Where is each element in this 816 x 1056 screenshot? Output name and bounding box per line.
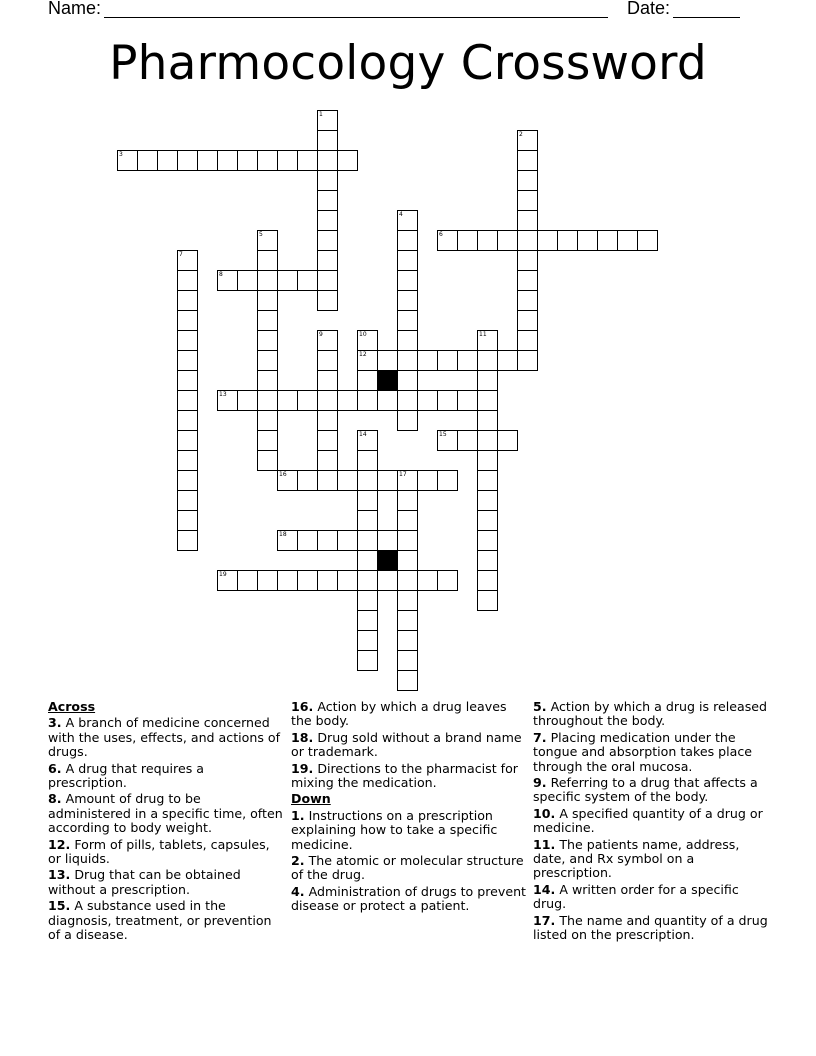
crossword-cell[interactable]	[377, 470, 398, 491]
crossword-cell[interactable]	[437, 230, 458, 251]
crossword-cell[interactable]	[457, 430, 478, 451]
date-label: Date:	[627, 0, 671, 18]
crossword-cell[interactable]	[177, 250, 198, 271]
clue-across-12: 12. Form of pills, tablets, capsules, or liquids.	[48, 836, 270, 867]
clue-down-11: 11. The patients name, address, date, and Rx symbol on a prescription.	[533, 836, 740, 881]
crossword-cell[interactable]	[357, 430, 378, 451]
crossword-cell[interactable]	[397, 590, 418, 611]
crossword-cell[interactable]	[357, 370, 378, 391]
crossword-cell[interactable]	[517, 310, 538, 331]
crossword-cell[interactable]	[397, 350, 418, 371]
crossword-cell[interactable]	[377, 570, 398, 591]
crossword-cell[interactable]	[477, 410, 498, 431]
clues-column-1	[48, 700, 284, 945]
crossword-cell[interactable]	[317, 170, 338, 191]
crossword-cell[interactable]	[477, 450, 498, 471]
name-label: Name:	[48, 0, 102, 18]
crossword-cell[interactable]	[357, 350, 378, 371]
clue-down-17: 17. The name and quantity of a drug listed on the prescription.	[533, 912, 768, 943]
crossword-cell[interactable]	[237, 270, 258, 291]
crossword-cell[interactable]	[357, 490, 378, 511]
clue-across-16: 16. Action by which a drug leaves the body.	[291, 699, 507, 729]
crossword-cell[interactable]	[317, 110, 338, 131]
crossword-cell[interactable]	[177, 370, 198, 391]
crossword-cell[interactable]	[397, 550, 418, 571]
crossword-cell[interactable]	[397, 630, 418, 651]
crossword-cell[interactable]	[397, 670, 418, 691]
clue-number-label: 5	[259, 231, 263, 238]
crossword-cell[interactable]	[397, 650, 418, 671]
crossword-cell[interactable]	[317, 230, 338, 251]
crossword-cell[interactable]	[117, 150, 138, 171]
crossword-cell[interactable]	[297, 530, 318, 551]
crossword-cell[interactable]	[517, 230, 538, 251]
crossword-cell[interactable]	[357, 610, 378, 631]
crossword-cell[interactable]	[257, 350, 278, 371]
crossword-cell[interactable]	[397, 530, 418, 551]
clue-number-label: 18	[279, 531, 287, 538]
crossword-cell[interactable]	[517, 270, 538, 291]
crossword-cell[interactable]	[297, 470, 318, 491]
crossword-cell[interactable]	[477, 530, 498, 551]
crossword-cell[interactable]	[397, 270, 418, 291]
clue-down-7: 7. Placing medication under the tongue and absorption takes place through the oral mucosa.	[533, 729, 753, 774]
clue-number-label: 14	[359, 431, 367, 438]
crossword-cell[interactable]	[257, 410, 278, 431]
crossword-cell[interactable]	[317, 190, 338, 211]
crossword-cell[interactable]	[517, 350, 538, 371]
crossword-cell[interactable]	[277, 270, 298, 291]
page-title: Pharmocology Crossword	[109, 36, 707, 91]
crossword-cell[interactable]	[377, 390, 398, 411]
crossword-cell[interactable]	[477, 330, 498, 351]
crossword-cell[interactable]	[177, 350, 198, 371]
crossword-cell[interactable]	[217, 150, 238, 171]
crossword-cell[interactable]	[357, 630, 378, 651]
crossword-cell[interactable]	[477, 490, 498, 511]
crossword-cell[interactable]	[477, 430, 498, 451]
crossword-cell[interactable]	[357, 330, 378, 351]
crossword-cell[interactable]	[337, 470, 358, 491]
crossword-cell[interactable]	[257, 310, 278, 331]
crossword-cell[interactable]	[357, 390, 378, 411]
crossword-cell[interactable]	[477, 590, 498, 611]
clue-across-15: 15. A substance used in the diagnosis, treatment, or prevention of a disease.	[48, 898, 272, 943]
clue-down-1: 1. Instructions on a prescription explaining how to take a specific medicine.	[291, 807, 498, 852]
crossword-cell[interactable]	[257, 330, 278, 351]
crossword-cell[interactable]	[217, 270, 238, 291]
crossword-cell[interactable]	[357, 570, 378, 591]
crossword-cell[interactable]	[517, 330, 538, 351]
crossword-cell[interactable]	[417, 350, 438, 371]
crossword-cell[interactable]	[517, 170, 538, 191]
crossword-cell[interactable]	[437, 350, 458, 371]
crossword-cell[interactable]	[477, 550, 498, 571]
crossword-cell[interactable]	[257, 270, 278, 291]
clue-down-9: 9. Referring to a drug that affects a specific system of the body.	[533, 775, 758, 805]
clue-number-label: 19	[219, 571, 227, 578]
crossword-cell[interactable]	[337, 570, 358, 591]
clue-down-2: 2. The atomic or molecular structure of the drug.	[291, 853, 524, 883]
clue-across-8: 8. Amount of drug to be administered in a specific time, often according to body weight.	[48, 791, 283, 836]
crossword-cell[interactable]	[277, 470, 298, 491]
crossword-cell[interactable]	[177, 290, 198, 311]
across-heading: Across	[48, 699, 96, 714]
crossword-cell[interactable]	[417, 570, 438, 591]
crossword-cell[interactable]	[497, 350, 518, 371]
crossword-cell[interactable]	[397, 410, 418, 431]
crossword-cell[interactable]	[337, 150, 358, 171]
crossword-cell[interactable]	[477, 370, 498, 391]
crossword-cell[interactable]	[397, 330, 418, 351]
clue-across-19: 19. Directions to the pharmacist for mixing the medication.	[291, 760, 518, 791]
black-cell	[377, 370, 398, 391]
crossword-cell[interactable]	[457, 230, 478, 251]
crossword-cell[interactable]	[537, 230, 558, 251]
crossword-cell[interactable]	[317, 350, 338, 371]
crossword-cell[interactable]	[177, 310, 198, 331]
crossword-cell[interactable]	[357, 530, 378, 551]
crossword-cell[interactable]	[397, 250, 418, 271]
crossword-cell[interactable]	[297, 570, 318, 591]
crossword-cell[interactable]	[257, 570, 278, 591]
crossword-cell[interactable]	[357, 650, 378, 671]
crossword-cell[interactable]	[397, 390, 418, 411]
crossword-cell[interactable]	[297, 270, 318, 291]
clue-across-6: 6. A drug that requires a prescription.	[48, 760, 204, 791]
crossword-cell[interactable]	[177, 150, 198, 171]
crossword-cell[interactable]	[257, 430, 278, 451]
crossword-cell[interactable]	[397, 490, 418, 511]
crossword-cell[interactable]	[517, 150, 538, 171]
crossword-cell[interactable]	[237, 150, 258, 171]
crossword-cell[interactable]	[257, 290, 278, 311]
crossword-cell[interactable]	[197, 150, 218, 171]
crossword-cell[interactable]	[517, 210, 538, 231]
crossword-cell[interactable]	[457, 390, 478, 411]
clue-number-label: 10	[359, 331, 367, 338]
crossword-cell[interactable]	[317, 330, 338, 351]
clues-column-3	[533, 700, 769, 945]
clues-column-2	[291, 700, 527, 916]
crossword-cell[interactable]	[477, 390, 498, 411]
crossword-cell[interactable]	[257, 370, 278, 391]
crossword-cell[interactable]	[257, 230, 278, 251]
clue-number-label: 13	[219, 391, 227, 398]
crossword-cell[interactable]	[517, 130, 538, 151]
crossword-cell[interactable]	[317, 390, 338, 411]
crossword-cell[interactable]	[257, 450, 278, 471]
crossword-cell[interactable]	[437, 430, 458, 451]
crossword-cell[interactable]	[317, 430, 338, 451]
clue-number-label: 9	[319, 331, 323, 338]
crossword-cell[interactable]	[437, 470, 458, 491]
crossword-cell[interactable]	[497, 230, 518, 251]
crossword-cell[interactable]	[497, 430, 518, 451]
crossword-cell[interactable]	[277, 150, 298, 171]
crossword-cell[interactable]	[317, 370, 338, 391]
crossword-cell[interactable]	[317, 470, 338, 491]
clue-across-3: 3. A branch of medicine concerned with the uses, effects, and actions of drugs.	[48, 715, 281, 760]
crossword-cell[interactable]	[477, 350, 498, 371]
crossword-cell[interactable]	[357, 550, 378, 571]
clue-number-label: 3	[119, 151, 123, 158]
crossword-cell[interactable]	[397, 310, 418, 331]
clue-down-10: 10. A specified quantity of a drug or medicine.	[533, 805, 763, 836]
crossword-cell[interactable]	[257, 150, 278, 171]
crossword-cell[interactable]	[517, 290, 538, 311]
crossword-cell[interactable]	[477, 230, 498, 251]
clue-number-label: 8	[219, 271, 223, 278]
crossword-cell[interactable]	[177, 490, 198, 511]
clue-down-14: 14. A written order for a specific drug.	[533, 881, 739, 912]
clue-number-label: 7	[179, 251, 183, 258]
crossword-cell[interactable]	[217, 390, 238, 411]
crossword-cell[interactable]	[177, 330, 198, 351]
crossword-cell[interactable]	[437, 390, 458, 411]
crossword-cell[interactable]	[177, 530, 198, 551]
clue-number-label: 6	[439, 231, 443, 238]
crossword-cell[interactable]	[177, 470, 198, 491]
crossword-cell[interactable]	[477, 510, 498, 531]
crossword-cell[interactable]	[337, 390, 358, 411]
crossword-cell[interactable]	[257, 250, 278, 271]
clue-number-label: 15	[439, 431, 447, 438]
crossword-cell[interactable]	[237, 390, 258, 411]
crossword-cell[interactable]	[397, 370, 418, 391]
crossword-cell[interactable]	[517, 250, 538, 271]
crossword-cell[interactable]	[177, 510, 198, 531]
clue-number-label: 2	[519, 131, 523, 138]
crossword-cell[interactable]	[637, 230, 658, 251]
crossword-cell[interactable]	[317, 450, 338, 471]
clue-across-13: 13. Drug that can be obtained without a prescription.	[48, 867, 241, 897]
crossword-cell[interactable]	[277, 390, 298, 411]
clue-down-5: 5. Action by which a drug is released throughout the body.	[533, 699, 768, 729]
clue-across-18: 18. Drug sold without a brand name or trademark.	[291, 729, 522, 760]
crossword-cell[interactable]	[377, 350, 398, 371]
crossword-cell[interactable]	[377, 530, 398, 551]
crossword-cell[interactable]	[237, 570, 258, 591]
crossword-cell[interactable]	[397, 210, 418, 231]
crossword-cell[interactable]	[317, 530, 338, 551]
crossword-cell[interactable]	[137, 150, 158, 171]
crossword-cell[interactable]	[297, 150, 318, 171]
crossword-cell[interactable]	[397, 470, 418, 491]
clue-number-label: 16	[279, 471, 287, 478]
crossword-cell[interactable]	[457, 350, 478, 371]
crossword-cell[interactable]	[277, 530, 298, 551]
crossword-cell[interactable]	[437, 570, 458, 591]
black-cell	[377, 550, 398, 571]
crossword-cell[interactable]	[357, 590, 378, 611]
down-heading: Down	[291, 791, 331, 807]
crossword-cell[interactable]	[397, 510, 418, 531]
crossword-cell[interactable]	[277, 570, 298, 591]
crossword-cell[interactable]	[217, 570, 238, 591]
crossword-cell[interactable]	[477, 570, 498, 591]
crossword-cell[interactable]	[177, 390, 198, 411]
crossword-cell[interactable]	[597, 230, 618, 251]
crossword-cell[interactable]	[317, 410, 338, 431]
crossword-cell[interactable]	[177, 410, 198, 431]
crossword-cell[interactable]	[397, 230, 418, 251]
crossword-cell[interactable]	[337, 530, 358, 551]
clue-number-label: 11	[479, 331, 487, 338]
crossword-cell[interactable]	[177, 450, 198, 471]
crossword-cell[interactable]	[317, 570, 338, 591]
crossword-cell[interactable]	[317, 290, 338, 311]
crossword-cell[interactable]	[417, 470, 438, 491]
crossword-cell[interactable]	[177, 430, 198, 451]
crossword-cell[interactable]	[617, 230, 638, 251]
clue-down-4: 4. Administration of drugs to prevent disease or protect a patient.	[291, 883, 526, 914]
crossword-cell[interactable]	[317, 150, 338, 171]
crossword-cell[interactable]	[517, 190, 538, 211]
clue-number-label: 4	[399, 211, 403, 218]
crossword-cell[interactable]	[357, 470, 378, 491]
crossword-cell[interactable]	[397, 290, 418, 311]
crossword-cell[interactable]	[417, 390, 438, 411]
clue-number-label: 17	[399, 471, 407, 478]
crossword-cell[interactable]	[317, 130, 338, 151]
crossword-cell[interactable]	[317, 250, 338, 271]
clue-number-label: 12	[359, 351, 367, 358]
crossword-cell[interactable]	[557, 230, 578, 251]
crossword-cell[interactable]	[297, 390, 318, 411]
crossword-cell[interactable]	[157, 150, 178, 171]
crossword-cell[interactable]	[257, 390, 278, 411]
crossword-cell[interactable]	[577, 230, 598, 251]
clue-number-label: 1	[319, 111, 323, 118]
crossword-cell[interactable]	[477, 470, 498, 491]
crossword-cell[interactable]	[317, 210, 338, 231]
crossword-cell[interactable]	[177, 270, 198, 291]
crossword-cell[interactable]	[357, 510, 378, 531]
crossword-cell[interactable]	[357, 450, 378, 471]
crossword-cell[interactable]	[397, 610, 418, 631]
crossword-cell[interactable]	[317, 270, 338, 291]
crossword-cell[interactable]	[397, 570, 418, 591]
